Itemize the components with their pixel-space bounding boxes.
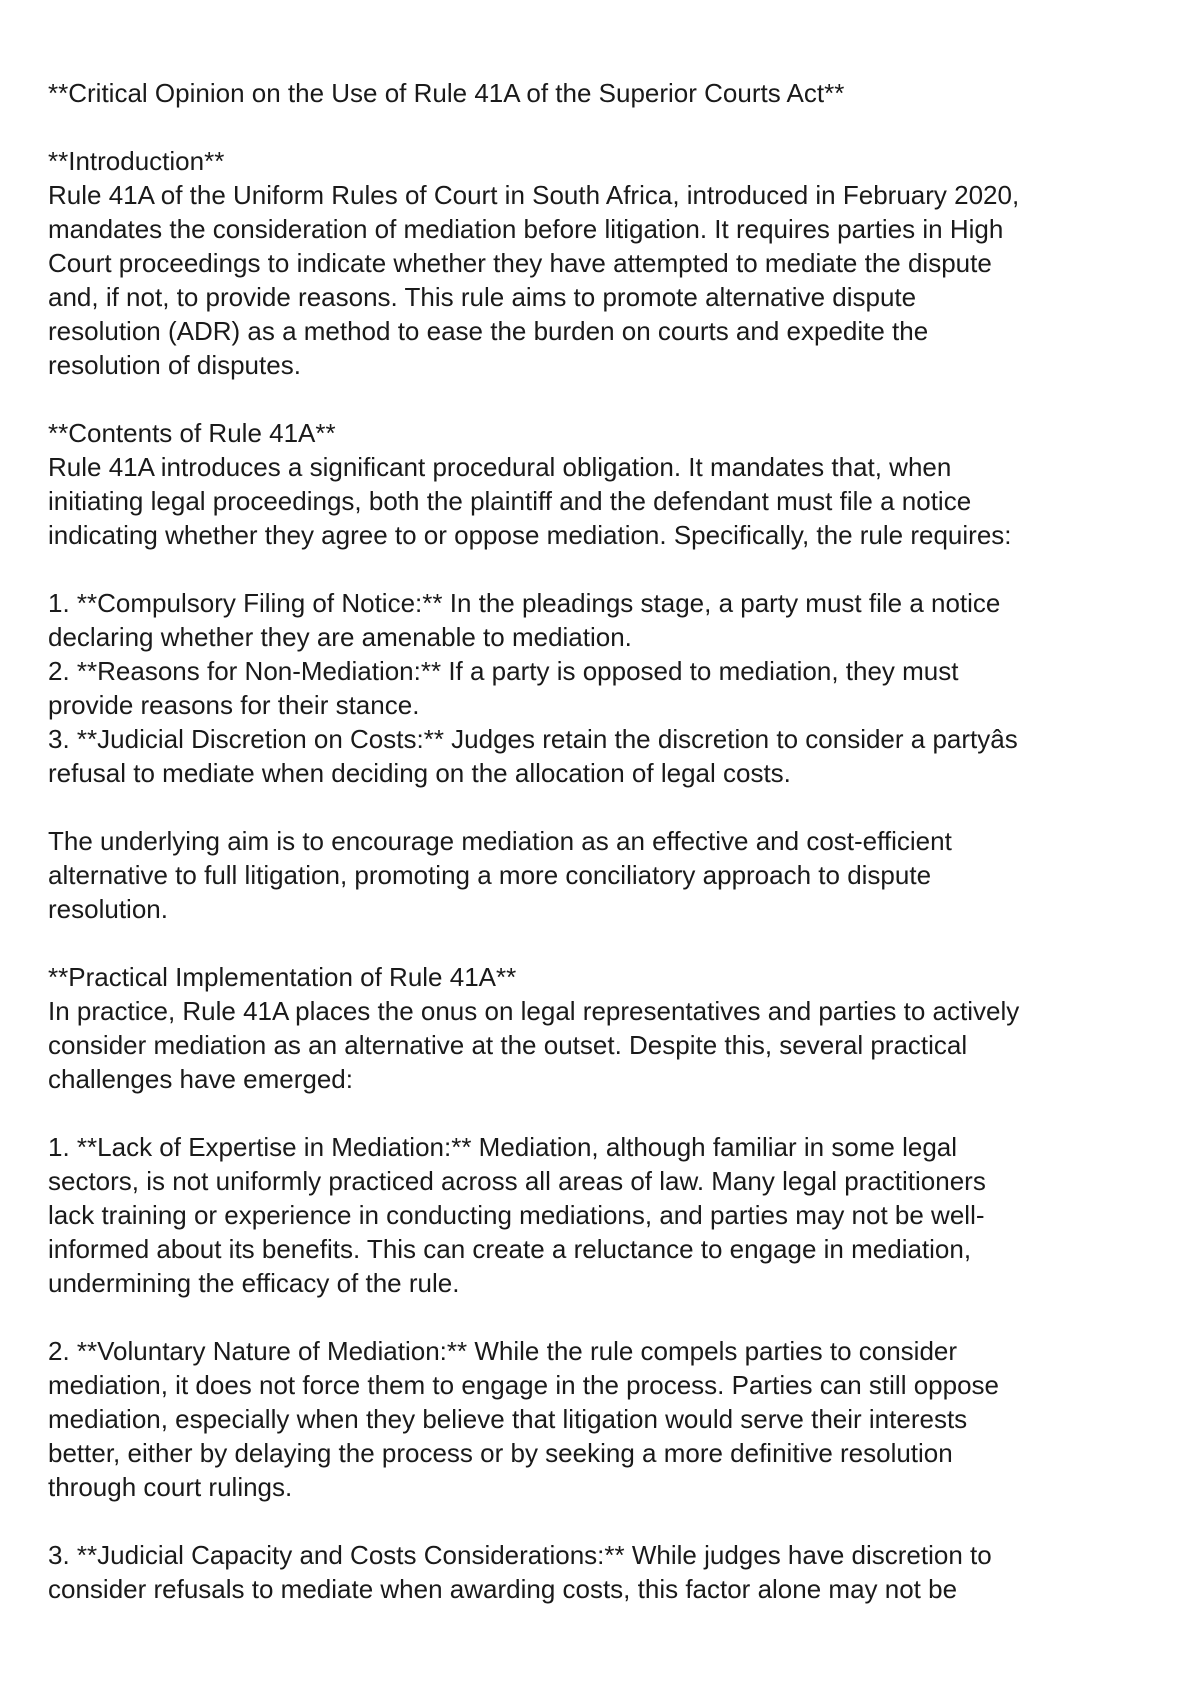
practical-paragraph — [48, 994, 1168, 1096]
text-line: challenges have emerged: — [48, 1064, 353, 1094]
contents-closing-paragraph — [48, 824, 1168, 926]
spacer — [48, 552, 1168, 586]
section-heading-introduction: **Introduction** — [48, 146, 225, 176]
spacer — [48, 1096, 1168, 1130]
list-item-line: mediation, it does not force them to engage in the process. Parties can still oppose — [48, 1370, 999, 1400]
text-line: Court proceedings to indicate whether they have attempted to mediate the dispute — [48, 248, 992, 278]
list-item-line: 3. **Judicial Capacity and Costs Considerations:** While judges have discretion to — [48, 1540, 992, 1570]
spacer — [48, 1504, 1168, 1538]
introduction-paragraph — [48, 178, 1168, 382]
challenge-point-1 — [48, 1130, 1168, 1300]
spacer — [48, 1300, 1168, 1334]
list-item-line: 2. **Reasons for Non-Mediation:** If a party is opposed to mediation, they must — [48, 656, 959, 686]
text-line: alternative to full litigation, promoting a more conciliatory approach to dispute — [48, 860, 932, 890]
contents-requirements-list — [48, 586, 1168, 790]
spacer — [48, 110, 1168, 144]
text-line: indicating whether they agree to or oppose mediation. Specifically, the rule requires: — [48, 520, 1012, 550]
contents-paragraph — [48, 450, 1168, 552]
document-page — [48, 76, 1168, 1606]
text-line: consider mediation as an alternative at the outset. Despite this, several practical — [48, 1030, 968, 1060]
list-item-line: better, either by delaying the process or by seeking a more definitive resolution — [48, 1438, 953, 1468]
text-line: The underlying aim is to encourage mediation as an effective and cost-efficient — [48, 826, 952, 856]
text-line: resolution. — [48, 894, 168, 924]
list-item-line: 1. **Lack of Expertise in Mediation:** Mediation, although familiar in some legal — [48, 1132, 958, 1162]
list-item-line: declaring whether they are amenable to mediation. — [48, 622, 632, 652]
challenge-point-3 — [48, 1538, 1168, 1606]
section-heading-practical-implementation: **Practical Implementation of Rule 41A** — [48, 962, 517, 992]
list-item-line: consider refusals to mediate when awarding costs, this factor alone may not be — [48, 1574, 958, 1604]
text-line: and, if not, to provide reasons. This rule aims to promote alternative dispute — [48, 282, 917, 312]
list-item-line: 2. **Voluntary Nature of Mediation:** While the rule compels parties to consider — [48, 1336, 958, 1366]
section-heading-contents: **Contents of Rule 41A** — [48, 418, 336, 448]
challenge-point-2 — [48, 1334, 1168, 1504]
list-item-line: provide reasons for their stance. — [48, 690, 420, 720]
text-line: initiating legal proceedings, both the plaintiff and the defendant must file a notice — [48, 486, 972, 516]
list-item-line: informed about its benefits. This can create a reluctance to engage in mediation, — [48, 1234, 972, 1264]
list-item-line: sectors, is not uniformly practiced across all areas of law. Many legal practitioners — [48, 1166, 986, 1196]
text-line: Rule 41A of the Uniform Rules of Court in South Africa, introduced in February 2020, — [48, 180, 1020, 210]
list-item-line: through court rulings. — [48, 1472, 293, 1502]
text-line: resolution (ADR) as a method to ease the burden on courts and expedite the — [48, 316, 929, 346]
text-line: In practice, Rule 41A places the onus on legal representatives and parties to actively — [48, 996, 1020, 1026]
text-line: mandates the consideration of mediation before litigation. It requires parties in High — [48, 214, 1004, 244]
list-item-line: 1. **Compulsory Filing of Notice:** In the pleadings stage, a party must file a notice — [48, 588, 1001, 618]
list-item-line: undermining the efficacy of the rule. — [48, 1268, 460, 1298]
text-line: resolution of disputes. — [48, 350, 301, 380]
list-item-line: mediation, especially when they believe that litigation would serve their interests — [48, 1404, 968, 1434]
list-item-line: refusal to mediate when deciding on the allocation of legal costs. — [48, 758, 791, 788]
text-line: Rule 41A introduces a significant procedural obligation. It mandates that, when — [48, 452, 952, 482]
spacer — [48, 382, 1168, 416]
spacer — [48, 790, 1168, 824]
spacer — [48, 926, 1168, 960]
list-item-line: lack training or experience in conducting mediations, and parties may not be well- — [48, 1200, 985, 1230]
list-item-line: 3. **Judicial Discretion on Costs:** Judges retain the discretion to consider a partyâs — [48, 724, 1018, 754]
document-title: **Critical Opinion on the Use of Rule 41A of the Superior Courts Act** — [48, 78, 845, 108]
